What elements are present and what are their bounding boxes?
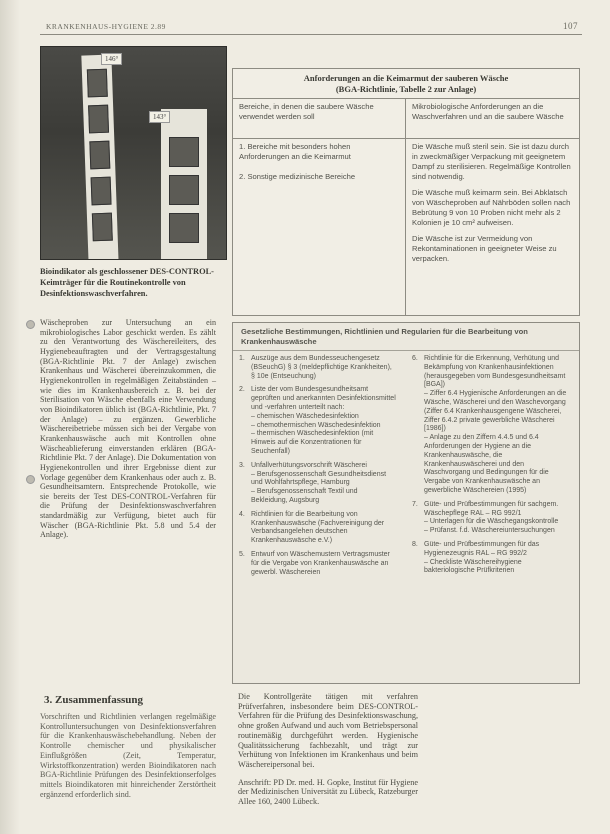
regulation-text: Richtlinien für die Bearbeitung von Krankenhauswäsche (Fachvereinigung der Verbandsangelehen deutschen Krankenhauswäsche e.V.) [251, 510, 385, 545]
col1-item: 1. Bereiche mit besonders hohen Anforderungen an die Keimarmut [239, 142, 351, 161]
col2-body [406, 139, 579, 315]
col2-header: Mikrobiologische Anforderungen an die Waschverfahren und an die saubere Wäsche [412, 102, 564, 121]
author-address: Anschrift: PD Dr. med. H. Gopke, Institut für Hygiene der Medizinischen Universität zu Lübeck, Ratzeburger Allee 160, 2400 Lübeck. [238, 777, 418, 807]
regulation-text: Güte- und Prüfbestimmungen für das Hygienezeugnis RAL – RG 992/2 – Checkliste Wäschereihygiene bakteriologische Prüfkriterien [424, 540, 540, 575]
regulation-item [239, 355, 396, 381]
col1-body [233, 139, 406, 315]
regulation-item [239, 462, 396, 506]
requirements-table [232, 68, 580, 316]
scan-edge-shadow [0, 0, 20, 834]
regulation-number: 8. [412, 540, 418, 548]
temperature-tag-left: 146° [101, 53, 122, 65]
regulations-left-column [239, 355, 406, 582]
regulation-text: Richtlinie für die Erkennung, Verhütung und Bekämpfung von Krankenhausinfektionen (herausgegeben vom Bundesgesundheitsamt [BGA]) – Ziffer 6.4 Hygienische Anforderungen an die Wäsche, Wäscherei und den Waschevorgang (Ziffer 6.4 Krankenhausgengene Wäscherei, Ziffer 6.4.2 private gewerbliche Wäscherei [1986]) – Anlage zu den Ziffern 4.4.5 und 6.4 Anforderungen der Hygiene an die Krankenhauswäsche, die Krankenhauswäscherei und den Waschvorgang und Bedingungen für die Vergabe von Krankenhauswäsche an gewerbliche Wäschereien (1995) [424, 355, 567, 494]
regulation-number: 6. [412, 355, 418, 362]
punch-hole [26, 475, 35, 484]
indicator-strip-left [81, 55, 118, 260]
regulation-item [239, 551, 396, 577]
summary-text: Vorschriften und Richtlinien verlangen regelmäßige Kontrolluntersuchungen von Desinfektionsverfahren für die Krankenhauswäschebehandlung. Neben der Kontrolle chemischer und physikalischer Einflußgrößen (Zeit, Temperatur, Wirkstoffkonzentration) werden Bioindikatoren nach BGA-Richtlinie Prüfungen des Desinfektionserfolges mittels Bioindikatoren mit hinreichender Zerstörtheit ergänzend erforderlich sind. [40, 712, 216, 799]
regulation-number: 2. [239, 386, 245, 394]
col2-paragraph: Die Wäsche muß keimarm sein. Bei Abklatsch von Wäscheproben auf Nährböden sollen nach Bebrütung 9 von 10 Proben nicht mehr als 2 Kolonien je 10 cm² aufweisen. [412, 188, 571, 227]
col2-paragraph: Die Wäsche muß steril sein. Sie ist dazu durch in zweckmäßiger Verpackung mit geeignetem Dampf zu sterilisieren. Regelmäßige Kontrollen sind notwendig. [412, 142, 571, 181]
regulations-right-column [406, 355, 573, 582]
regulations-columns [233, 351, 579, 582]
table-header-row [233, 99, 579, 139]
regulation-text: Liste der vom Bundesgesundheitsamt geprüften und anerkannten Desinfektionsmittel und -verfahren unterteilt nach: – chemischen Wäschedesinfektion – chemothermischen Wäschedesinfektion – thermischen Wäschedesinfektion (mit Hinweis auf die Konzentrationen für Seuchenfall) [251, 386, 396, 455]
regulation-item [412, 355, 571, 496]
regulations-box [232, 322, 580, 684]
body-text-left [40, 318, 216, 540]
regulations-title: Gesetzliche Bestimmungen, Richtlinien und Regularien für die Bearbeitung von Krankenhauswäsche [233, 323, 579, 351]
running-header [40, 21, 582, 35]
table-title-line1: Anforderungen an die Keimarmut der sauberen Wäsche [303, 73, 509, 83]
regulation-text: Entwurf von Wäschemustern Vertragsmuster für die Vergabe von Krankenhauswäsche an gewerbl. Wäschereien [251, 550, 390, 576]
punch-hole [26, 320, 35, 329]
regulation-number: 3. [239, 461, 245, 469]
regulation-item [239, 386, 396, 456]
regulation-text: Unfallverhütungsvorschrift Wäscherei – Berufsgenossenschaft Gesundheitsdienst und Wohlfahrtspflege, Hamburg – Berufsgenossenschaft Textil und Bekleidung, Augsburg [251, 461, 387, 504]
body-paragraph: Die Kontrollgeräte tätigen mit verfahren Prüfverfahren, insbesondere beim DES-CONTROL-Verfahren für die Prüfung des Desinfektionswaschung, ohne großen Aufwand und auch vom Betriebspersonal routinemäßig durchgeführt werden. Hygienische Qualitätssicherung fachbezahlt, und trägt zur Verhütung von Infektionen im Krankenhaus und beim Wäschereipersonal bei. [238, 692, 418, 769]
regulation-text: Güte- und Prüfbestimmungen für sachgem. Wäschepflege RAL – RG 992/1 – Unterlagen für die Wäschegangskontrolle – Prüfanst. f.d. Wäschereiuntersuchungen [424, 500, 559, 535]
bioindicator-photo [40, 46, 227, 260]
body-text-right [238, 692, 418, 807]
col2-paragraph: Die Wäsche ist zur Vermeidung von Rekontaminationen in geeigneter Weise zu verpacken. [412, 234, 557, 263]
table-title [233, 69, 579, 99]
regulation-item [239, 511, 396, 546]
table-body-row [233, 139, 579, 315]
table-title-line2: (BGA-Richtlinie, Tabelle 2 zur Anlage) [335, 83, 477, 94]
section-heading: 3. Zusammenfassung [44, 694, 144, 706]
regulation-item [412, 501, 571, 536]
regulation-number: 1. [239, 355, 245, 362]
col1-item: 2. Sonstige medizinische Bereiche [239, 172, 356, 181]
regulation-number: 4. [239, 510, 245, 518]
regulation-item [412, 541, 571, 576]
regulation-text: Auszüge aus dem Bundesseuchengesetz (BSeuchG) § 3 (meldepflichtige Krankheiten), § 10e (Entseuchung) [251, 355, 392, 380]
photo-caption: Bioindikator als geschlossener DES-CONTROL-Keimträger für die Routinekontrolle von Desinfektionswaschverfahren. [40, 267, 214, 298]
regulation-number: 5. [239, 550, 245, 558]
temperature-tag-right: 143° [149, 111, 170, 123]
col1-header: Bereiche, in denen die saubere Wäsche verwendet werden soll [233, 99, 406, 138]
body-paragraph: Wäscheproben zur Untersuchung an ein mikrobiologisches Labor geschickt werden. Es zählt zu den Verantwortung des Wäschereileiters, des Hygienebeauftragten und der Vertragsgestaltung (BGA-Richtlinie Pkt. 7 der Anlage) zwischen Krankenhaus und Wäscherei übereinzukommen, die Hygienekontrollen in regelmäßigen Zeitabständen – wie dies im Krankenhausbereich z. B. bei der Sterilisation von Wäsche ebenfalls eine Verwendung von Bioindikatoren üblich ist (BGA-Richtlinie, Pkt. 7 der Anlage) – zu ergänzen. Gewerbliche Wäschereibetriebe müssen sich bei der Vergabe von Krankenhauswäsche auch mit Kontrollen ohne Wäscheablieferung einverstanden erklären (BGA-Richtlinie Pkt. 7 der Anlage). Die Dokumentation von Hygienekontrollen und ihrer Ergebnisse dient zur Vorlage gegenüber dem Krankenhaus oder auch z. B. Gesundheitsamtern. Entsprechende Protokolle, wie sie bereits der Test DES-CONTROL-Verfahren für die Prüfung der Desinfektionswaschverfahren standardmäßig zur Verfügung, bietet auch für Wäscher (BGA-Richtlinie Pkt. 5.8 und 5.4 der Anlage). [40, 318, 216, 540]
page-number: 107 [563, 21, 578, 31]
regulation-number: 7. [412, 500, 418, 508]
indicator-strip-right [161, 109, 207, 260]
journal-title: KRANKENHAUS-HYGIENE 2.89 [46, 22, 166, 31]
